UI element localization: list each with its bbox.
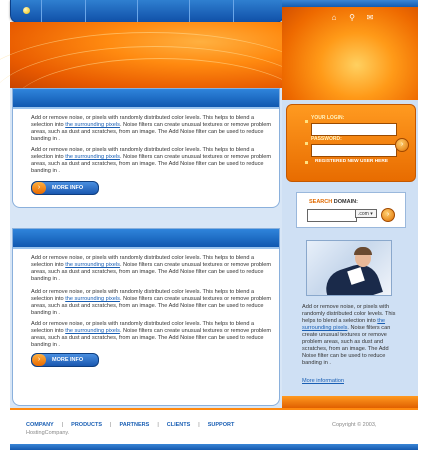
panel-paragraph [31,255,273,283]
paragraph-text: Add or remove noise, or pixels with randomly distributed color levels. This helps to blend a selection into [31,147,255,160]
photo-figure [354,247,372,255]
bullet-icon [305,161,308,164]
panel-paragraph [31,115,273,143]
login-box [286,104,416,182]
footer-link-products[interactable]: PRODUCTS [71,422,103,428]
footer-link-company[interactable]: COMPANY [26,422,54,428]
footer [10,408,418,450]
paragraph-link[interactable]: the surrounding pixels [65,328,120,334]
panel-header-bar [13,229,279,249]
register-link[interactable]: REGISTERED NEW USER HERE [315,159,389,164]
top-right-bar [282,0,418,7]
password-input[interactable] [311,144,397,157]
login-go-button[interactable]: › [395,138,409,152]
paragraph-text: . Noise filters can create unusual textures or remove problem areas, such as dust and scratches, from an image. The Add Noise filter can be used to reduce banding in . [31,328,272,348]
home-icon[interactable]: ⌂ [331,13,337,22]
paragraph-link[interactable]: the surrounding pixels [65,296,120,302]
paragraph-text: Add or remove noise, or pixels with randomly distributed color levels. This helps to blend a selection into [31,115,255,128]
more-info-button[interactable] [31,181,99,195]
paragraph-text: . Noise filters can create unusual textures or remove problem areas, such as dust and scratches, from an image. The Add Noise filter can be used to reduce banding in . [31,122,272,142]
more-info-label: MORE INFO [52,357,84,363]
footer-link-support[interactable]: SUPPORT [207,422,235,428]
password-label: PASSWORD: [311,136,342,142]
sidebar-footer-bar [282,396,418,408]
paragraph-text: . Noise filters can create unusual textures or remove problem areas, such as dust and scratches, from an image. The Add Noise filter can be used to reduce banding in . [31,154,272,174]
company-name-text: HostingCompany. [26,430,70,436]
tld-select[interactable] [355,209,377,218]
paragraph-link[interactable]: the surrounding pixels [65,122,120,128]
arrow-right-icon: › [32,354,46,366]
panel-paragraph [31,289,273,317]
logo[interactable] [15,3,39,19]
paragraph-text: Add or remove noise, or pixels with randomly distributed color levels. This helps to blend a selection into [31,289,255,302]
paragraph-text: . Noise filters can create unusual textures or remove problem areas, such as dust and scratches, from an image. The Add Noise filter can be used to reduce banding in . [31,262,272,282]
content-panel-1 [12,88,280,208]
content-panel-2 [12,228,280,406]
header-icons [330,14,374,22]
domain-input[interactable] [307,209,357,222]
nav-item-4[interactable] [190,0,233,22]
nav-item-1[interactable] [42,0,85,22]
arrow-right-icon: › [32,182,46,194]
domain-search-label: SEARCH DOMAIN: [309,199,358,205]
paragraph-link[interactable]: the surrounding pixels [65,154,120,160]
nav-item-5[interactable] [234,0,277,22]
panel-paragraph [31,147,273,175]
businessman-photo [306,240,392,296]
bullet-icon [305,142,308,145]
search-icon[interactable]: ⚲ [349,13,355,22]
bullet-icon [305,120,308,123]
sidebar-link[interactable]: the surrounding pixels [302,318,386,331]
domain-go-button[interactable]: › [381,208,395,222]
tld-selected: .com [358,211,369,217]
copyright-text: Copyright © 2003, [332,422,377,428]
more-info-button[interactable] [31,353,99,367]
footer-nav [26,422,234,428]
domain-search-box [296,192,406,228]
nav-item-3[interactable] [138,0,189,22]
login-label: YOUR LOGIN: [311,115,345,121]
more-info-label: MORE INFO [52,185,84,191]
panel-paragraph [31,321,273,349]
paragraph-text: Add or remove noise, or pixels with randomly distributed color levels. This helps to blend a selection into [31,321,255,334]
chevron-down-icon: ▾ [368,211,373,217]
mail-icon[interactable]: ✉ [366,13,374,22]
footer-link-partners[interactable]: PARTNERS [119,422,150,428]
header-banner [10,22,282,88]
paragraph-text: Add or remove noise, or pixels with randomly distributed color levels. This helps to blend a selection into [31,255,255,268]
header-right-banner [282,0,418,100]
paragraph-text: . Noise filters can create unusual textures or remove problem areas, such as dust and scratches, from an image. The Add Noise filter can be used to reduce banding in . [31,296,272,316]
footer-divider: | [157,422,159,428]
footer-divider: | [61,422,64,428]
footer-divider: | [110,422,112,428]
top-nav-bar [10,0,284,23]
panel-header-bar [13,89,279,109]
nav-item-2[interactable] [86,0,137,22]
sidebar-text-part: . Noise filters can create unusual textures or remove problem areas, such as dust and scratches, from an image. The Add Noise filter can be used to reduce banding in . [302,325,391,366]
footer-divider: | [198,422,200,428]
sidebar-text-part: Add or remove noise, or pixels with randomly distributed color levels. This helps to blend a selection into [302,304,396,324]
login-input[interactable] [311,123,397,136]
paragraph-link[interactable]: the surrounding pixels [65,262,120,268]
sun-logo-icon [23,7,30,14]
more-information-link[interactable]: More information [302,378,344,384]
footer-bottom-bar [10,444,418,450]
footer-link-clients[interactable]: CLIENTS [166,422,191,428]
sidebar-text [302,304,400,367]
